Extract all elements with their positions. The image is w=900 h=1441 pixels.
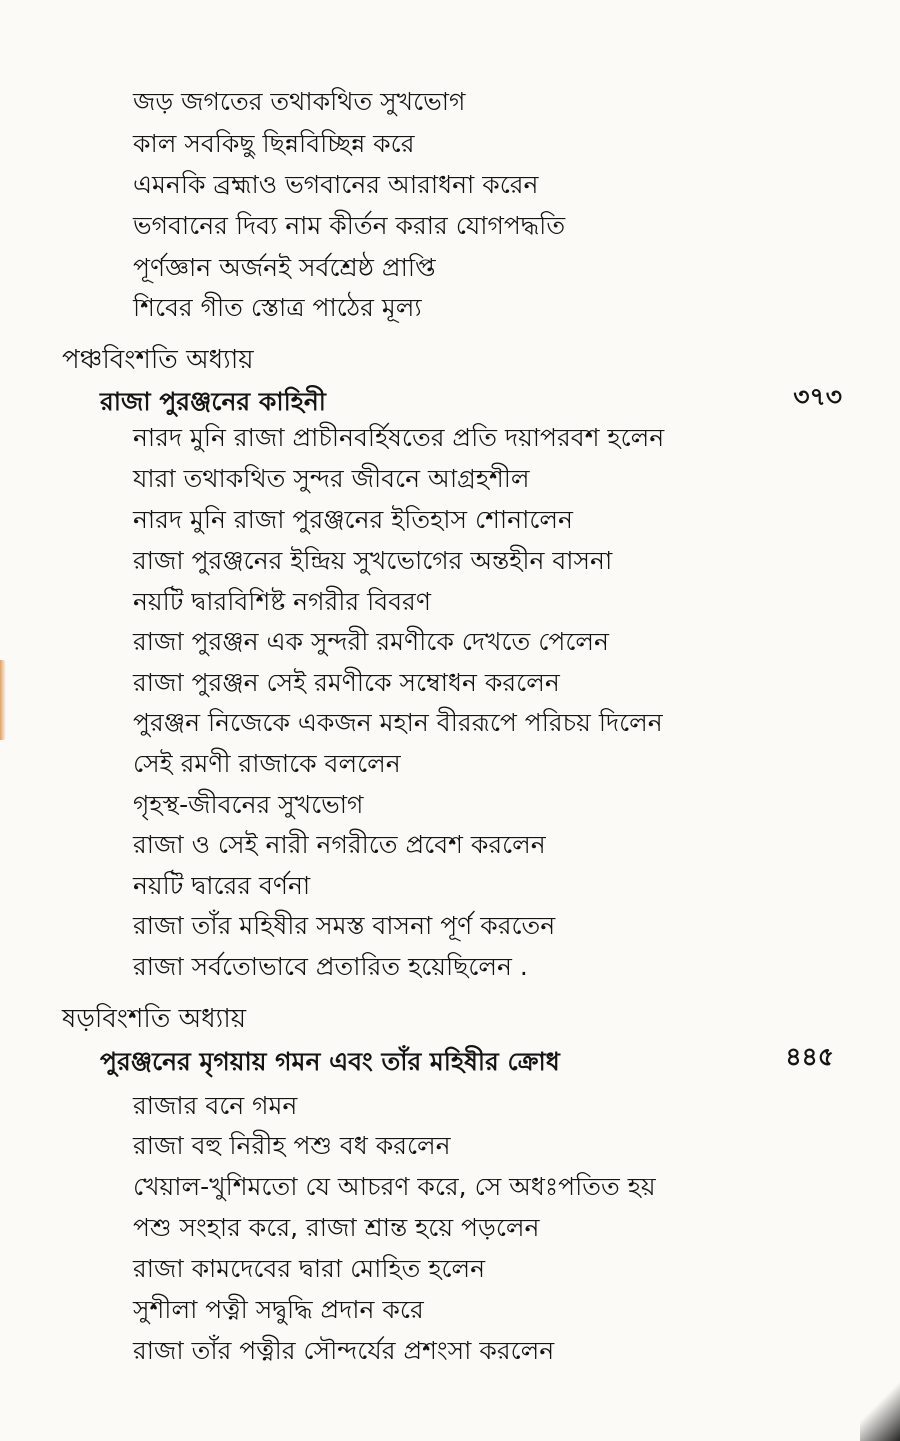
toc-item: নারদ মুনি রাজা প্রাচীনবর্হিষতের প্রতি দয়াপরবশ হলেন <box>133 423 665 452</box>
toc-item: নয়টি দ্বারবিশিষ্ট নগরীর বিবরণ <box>133 587 431 616</box>
page-number: ৪৪৫ <box>785 1042 834 1071</box>
toc-item: জড় জগতের তথাকথিত সুখভোগ <box>133 87 466 116</box>
toc-item: গৃহস্থ-জীবনের সুখভোগ <box>133 790 364 819</box>
toc-item: সুশীলা পত্নী সদ্বুদ্ধি প্রদান করে <box>133 1295 424 1324</box>
toc-item: রাজা সর্বতোভাবে প্রতারিত হয়েছিলেন . <box>133 952 528 981</box>
toc-item: সেই রমণী রাজাকে বললেন <box>133 749 401 778</box>
toc-item: নারদ মুনি রাজা পুরঞ্জনের ইতিহাস শোনালেন <box>133 505 573 534</box>
toc-item: পূর্ণজ্ঞান অর্জনই সর্বশ্রেষ্ঠ প্রাপ্তি <box>133 253 436 282</box>
toc-item: কাল সবকিছু ছিন্নবিচ্ছিন্ন করে <box>133 129 415 158</box>
page-number: ৩৭৩ <box>793 382 842 411</box>
chapter-title: পঞ্চবিংশতি অধ্যায় <box>62 345 254 375</box>
toc-item: ভগবানের দিব্য নাম কীর্তন করার যোগপদ্ধতি <box>133 211 566 240</box>
toc-item: এমনকি ব্রহ্মাও ভগবানের আরাধনা করেন <box>133 170 539 199</box>
toc-item: নয়টি দ্বারের বর্ণনা <box>133 871 311 900</box>
toc-item: রাজা পুরঞ্জন সেই রমণীকে সম্বোধন করলেন <box>133 668 560 697</box>
toc-item: শিবের গীত স্তোত্র পাঠের মূল্য <box>133 293 422 322</box>
toc-item: পুরঞ্জন নিজেকে একজন মহান বীররূপে পরিচয় দিলেন <box>133 708 663 737</box>
toc-item: রাজা কামদেবের দ্বারা মোহিত হলেন <box>133 1254 486 1283</box>
toc-item: রাজা তাঁর মহিষীর সমস্ত বাসনা পূর্ণ করতেন <box>133 911 556 940</box>
toc-item: রাজা পুরঞ্জনের ইন্দ্রিয় সুখভোগের অন্তহীন বাসনা <box>133 546 613 575</box>
toc-item: রাজা পুরঞ্জন এক সুন্দরী রমণীকে দেখতে পেলেন <box>133 627 609 656</box>
toc-item: পশু সংহার করে, রাজা শ্রান্ত হয়ে পড়লেন <box>133 1213 540 1242</box>
chapter-title: ষড়বিংশতি অধ্যায় <box>62 1004 247 1034</box>
page-corner-shadow <box>860 1381 900 1441</box>
toc-item: রাজা তাঁর পত্নীর সৌন্দর্যের প্রশংসা করলেন <box>133 1336 555 1365</box>
section-title: পুরঞ্জনের মৃগয়ায় গমন এবং তাঁর মহিষীর ক্রোধ <box>100 1047 560 1076</box>
section-title: রাজা পুরঞ্জনের কাহিনী <box>100 387 326 416</box>
toc-item: রাজার বনে গমন <box>133 1091 298 1120</box>
toc-item: রাজা বহু নিরীহ পশু বধ করলেন <box>133 1131 451 1160</box>
toc-item: যারা তথাকথিত সুন্দর জীবনে আগ্রহশীল <box>133 464 530 493</box>
toc-item: খেয়াল-খুশিমতো যে আচরণ করে, সে অধঃপতিত হয় <box>133 1172 656 1201</box>
page-edge-mark <box>0 660 6 740</box>
toc-item: রাজা ও সেই নারী নগরীতে প্রবেশ করলেন <box>133 830 546 859</box>
